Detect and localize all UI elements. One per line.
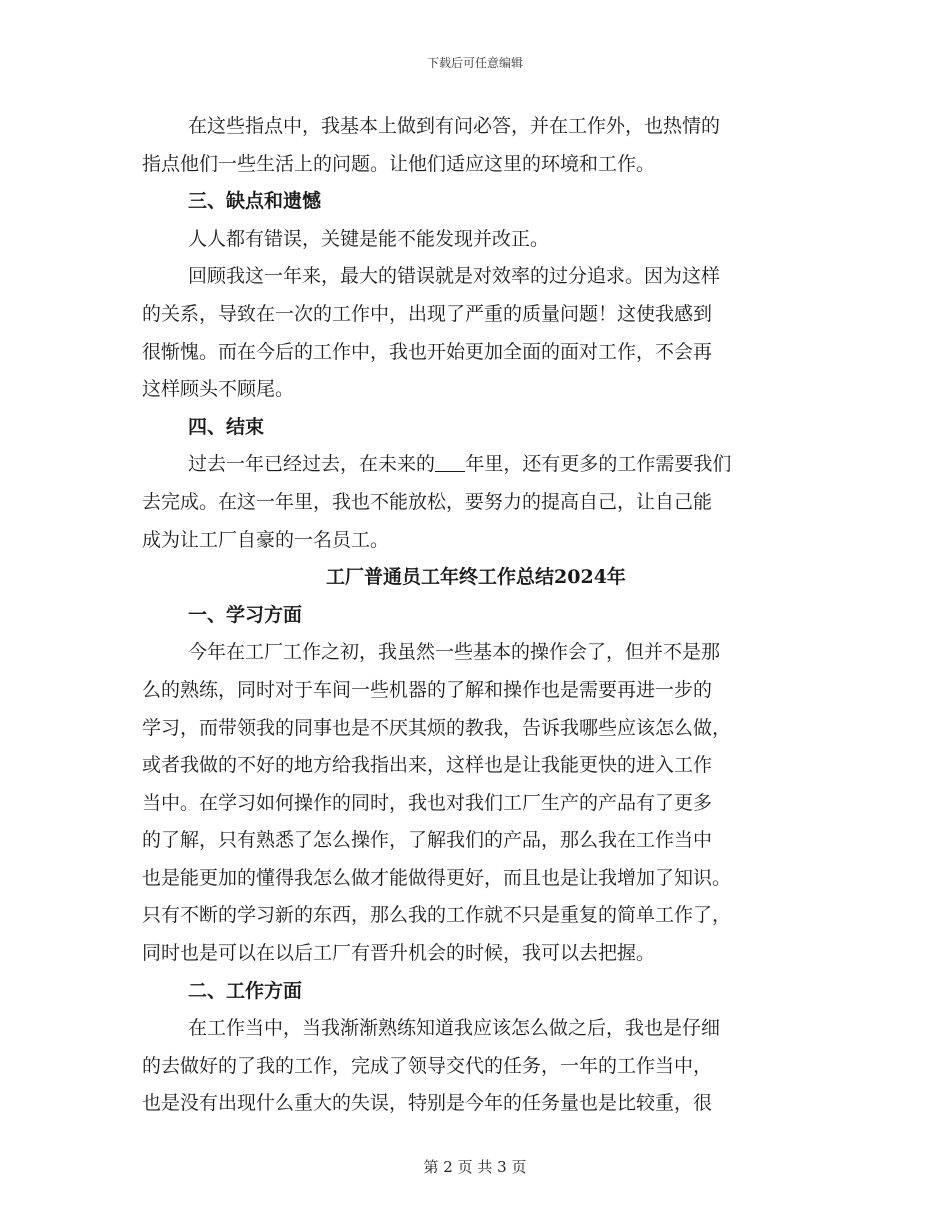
paragraph-line: 回顾我这一年来，最大的错误就是对效率的过分追求。因为这样	[188, 265, 721, 288]
line-text-before-blank: 过去一年已经过去，在未来的	[188, 453, 436, 476]
page-footer: 第 2 页 共 3 页	[423, 1158, 527, 1176]
paragraph-line: 只有不断的学习新的东西，那么我的工作就不只是重复的简单工作了，	[142, 904, 732, 927]
paragraph-line	[142, 446, 810, 484]
section-heading: 四、结束	[188, 415, 265, 438]
paragraph-line: 人人都有错误，关键是能不能发现并改正。	[188, 227, 550, 250]
document-title: 工厂普通员工年终工作总结2024年	[326, 566, 626, 589]
paragraph-line: 今年在工厂工作之初，我虽然一些基本的操作会了，但并不是那	[188, 641, 721, 664]
paragraph-line: 的了解，只有熟悉了怎么操作，了解我们的产品，那么我在工作当中	[142, 829, 713, 852]
paragraph-line: 的关系，导致在一次的工作中，出现了严重的质量问题！这使我感到	[142, 302, 713, 325]
section-heading: 三、缺点和遗憾	[188, 190, 322, 213]
paragraph-line: 么的熟练，同时对于车间一些机器的了解和操作也是需要再进一步的	[142, 678, 713, 701]
line-text-after-blank: 年里，还有更多的工作需要我们	[465, 453, 732, 476]
fill-in-blank	[435, 452, 465, 472]
paragraph-line: 成为让工厂自豪的一名员工。	[142, 528, 390, 551]
section-heading: 二、工作方面	[188, 979, 303, 1002]
paragraph-line: 也是能更加的懂得我怎么做才能做得更好，而且也是让我增加了知识。	[142, 866, 732, 889]
paragraph-line: 很惭愧。而在今后的工作中，我也开始更加全面的面对工作，不会再	[142, 340, 713, 363]
paragraph-line: 同时也是可以在以后工厂有晋升机会的时候，我可以去把握。	[142, 942, 656, 965]
paragraph-line: 这样顾头不顾尾。	[142, 378, 295, 401]
section-heading: 一、学习方面	[188, 603, 303, 626]
paragraph-line: 去完成。在这一年里，我也不能放松，要努力的提高自己，让自己能	[142, 490, 713, 513]
page-header: 下载后可任意编辑	[426, 56, 523, 70]
paragraph-line: 学习，而带领我的同事也是不厌其烦的教我，告诉我哪些应该怎么做，	[142, 716, 732, 739]
paragraph-line: 在工作当中，当我渐渐熟练知道我应该怎么做之后，我也是仔细	[188, 1017, 721, 1040]
document-body	[142, 108, 810, 1123]
paragraph-line: 指点他们一些生活上的问题。让他们适应这里的环境和工作。	[142, 152, 656, 175]
paragraph-line: 的去做好的了我的工作，完成了领导交代的任务，一年的工作当中，	[142, 1054, 713, 1077]
paragraph-line: 在这些指点中，我基本上做到有问必答，并在工作外，也热情的	[188, 115, 721, 137]
paragraph-line: 当中。在学习如何操作的同时，我也对我们工厂生产的产品有了更多	[142, 791, 713, 814]
paragraph-line: 或者我做的不好的地方给我指出来，这样也是让我能更快的进入工作	[142, 754, 713, 777]
paragraph-line: 也是没有出现什么重大的失误，特别是今年的任务量也是比较重，很	[142, 1092, 713, 1115]
